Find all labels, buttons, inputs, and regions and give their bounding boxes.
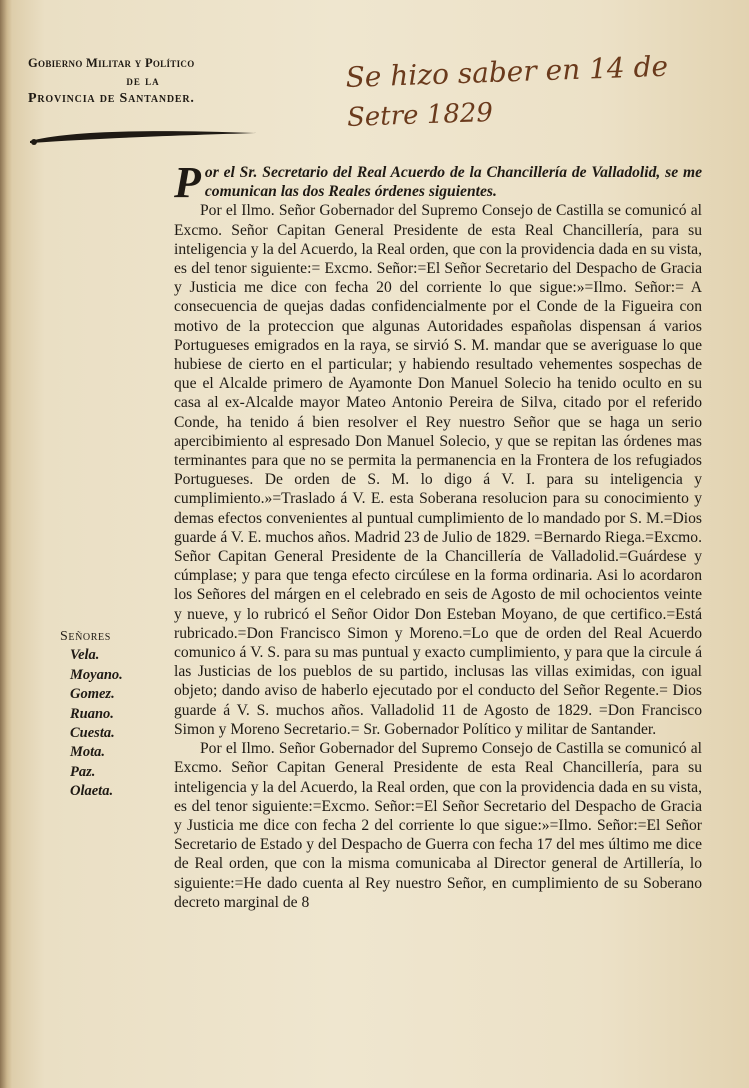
document-body (174, 158, 702, 912)
letterhead-line-1: Gobierno Militar y Político (28, 56, 195, 70)
handwritten-line-1: Se hizo saber en 14 de (345, 49, 669, 94)
senores-heading: Señores (60, 629, 111, 644)
senor-name: Moyano. (70, 666, 123, 683)
senor-name: Vela. (70, 647, 100, 664)
intro-paragraph (174, 158, 702, 207)
senor-name: Gomez. (70, 686, 115, 703)
drop-cap: P (174, 158, 201, 207)
intro-text: or el Sr. Secretario del Real Acuerdo de la Chancillería de Valladolid, se me comunican las dos Reales órdenes siguientes. (204, 164, 702, 201)
senor-name: Mota. (70, 744, 106, 761)
handwritten-line-2: Setre 1829 (346, 97, 494, 133)
senor-name: Cuesta. (70, 725, 115, 742)
ornamental-rule-icon (28, 127, 258, 151)
page-binding-edge (0, 0, 12, 1088)
paragraph-1: Por el Ilmo. Señor Gobernador del Supremo Consejo de Castilla se comunicó al Excmo. Señor Capitan General Presidente de esta Real Chancillería, para su inteligencia y la del Acuerdo, la Real orden, que con la providencia dada en su vista, es del tenor siguiente:= Excmo. Señor:=El Señor Secretario del Despacho de Gracia y Justicia me dice con fecha 20 del corriente lo que sigue:»=Ilmo. Señor:= A consecuencia de quejas dadas confidencialmente por el Conde de la Figueira con motivo de la proteccion que algunas Autoridades españolas dispensan á varios Portugueses emigrados en la raya, se sirvió S. M. mandar que se averiguase lo que hubiese de cierto en el particular; y habiendo resultado vehementes sospechas de que el Alcalde primero de Ayamonte Don Manuel Solecio ha tenido oculto en su casa al ex-Alcalde mayor Mateo Antonio Pereira de Silva, citado por el referido Conde, ha tenido á bien resolver el Rey nuestro Señor que se haga un serio apercibimiento al espresado Don Manuel Solecio, y que se repitan las órdenes mas terminantes para que no se permita la permanencia en la Frontera de los refugiados Portugueses. De orden de S. M. lo digo á V. I. para su inteligencia y cumplimiento.»=Traslado á V. E. esta Soberana resolucion para su conocimiento y demas efectos convenientes al puntual cumplimiento de lo mandado por S. M.=Dios guarde á V. E. muchos años. Madrid 23 de Julio de 1829. =Bernardo Riega.=Excmo. Señor Capitan General Presidente de la Chancillería de Valladolid.=Guárdese y cúmplase; y para que tenga efecto circúlese en la forma ordinaria. Asi lo acordaron los Señores del márgen en el celebrado en seis de Agosto de mil ochocientos veinte y nueve, y lo rubricó el Señor Oidor Don Esteban Moyano, de que certifico.=Está rubricado.=Don Francisco Simon y Moreno.=Lo que de orden del Real Acuerdo comunico á V. S. para su mas puntual y exacto cumplimiento, y para que la circule á las Justicias de los pueblos de su partido, inclusas las villas eximidas, con igual objeto; dando aviso de haberlo ejecutado por el conducto del Señor Regente.= Dios guarde á V. S. muchos años. Valladolid 11 de Agosto de 1829. =Don Francisco Simon y Moreno Secretario.= Sr. Gobernador Político y militar de Santander. (174, 202, 702, 738)
paragraph-2: Por el Ilmo. Señor Gobernador del Supremo Consejo de Castilla se comunicó al Excmo. Señor Capitan General Presidente de esta Real Chancillería, para su inteligencia y la del Acuerdo, la Real orden, que con la providencia dada en su vista, es del tenor siguiente:=Excmo. Señor:=El Señor Secretario del Despacho de Gracia y Justicia me dice con fecha 2 del corriente lo que sigue:»=Ilmo. Señor:=El Señor Secretario de Estado y del Despacho de Guerra con fecha 17 del mes último me dice de Real orden, que con la misma comunicaba al Director general de Artillería, lo siguiente:=He dado cuenta al Rey nuestro Señor, en cumplimiento de su Soberano decreto marginal de 8 (174, 740, 702, 911)
handwritten-annotation (345, 47, 670, 138)
senor-name: Paz. (70, 763, 96, 780)
letterhead-line-2: de la (126, 73, 160, 88)
senores-margin-list (60, 627, 150, 802)
senor-name: Ruano. (70, 705, 114, 722)
letterhead-line-3: Provincia de Santander. (28, 91, 195, 106)
senor-name: Olaeta. (70, 783, 114, 800)
letterhead (28, 56, 258, 107)
